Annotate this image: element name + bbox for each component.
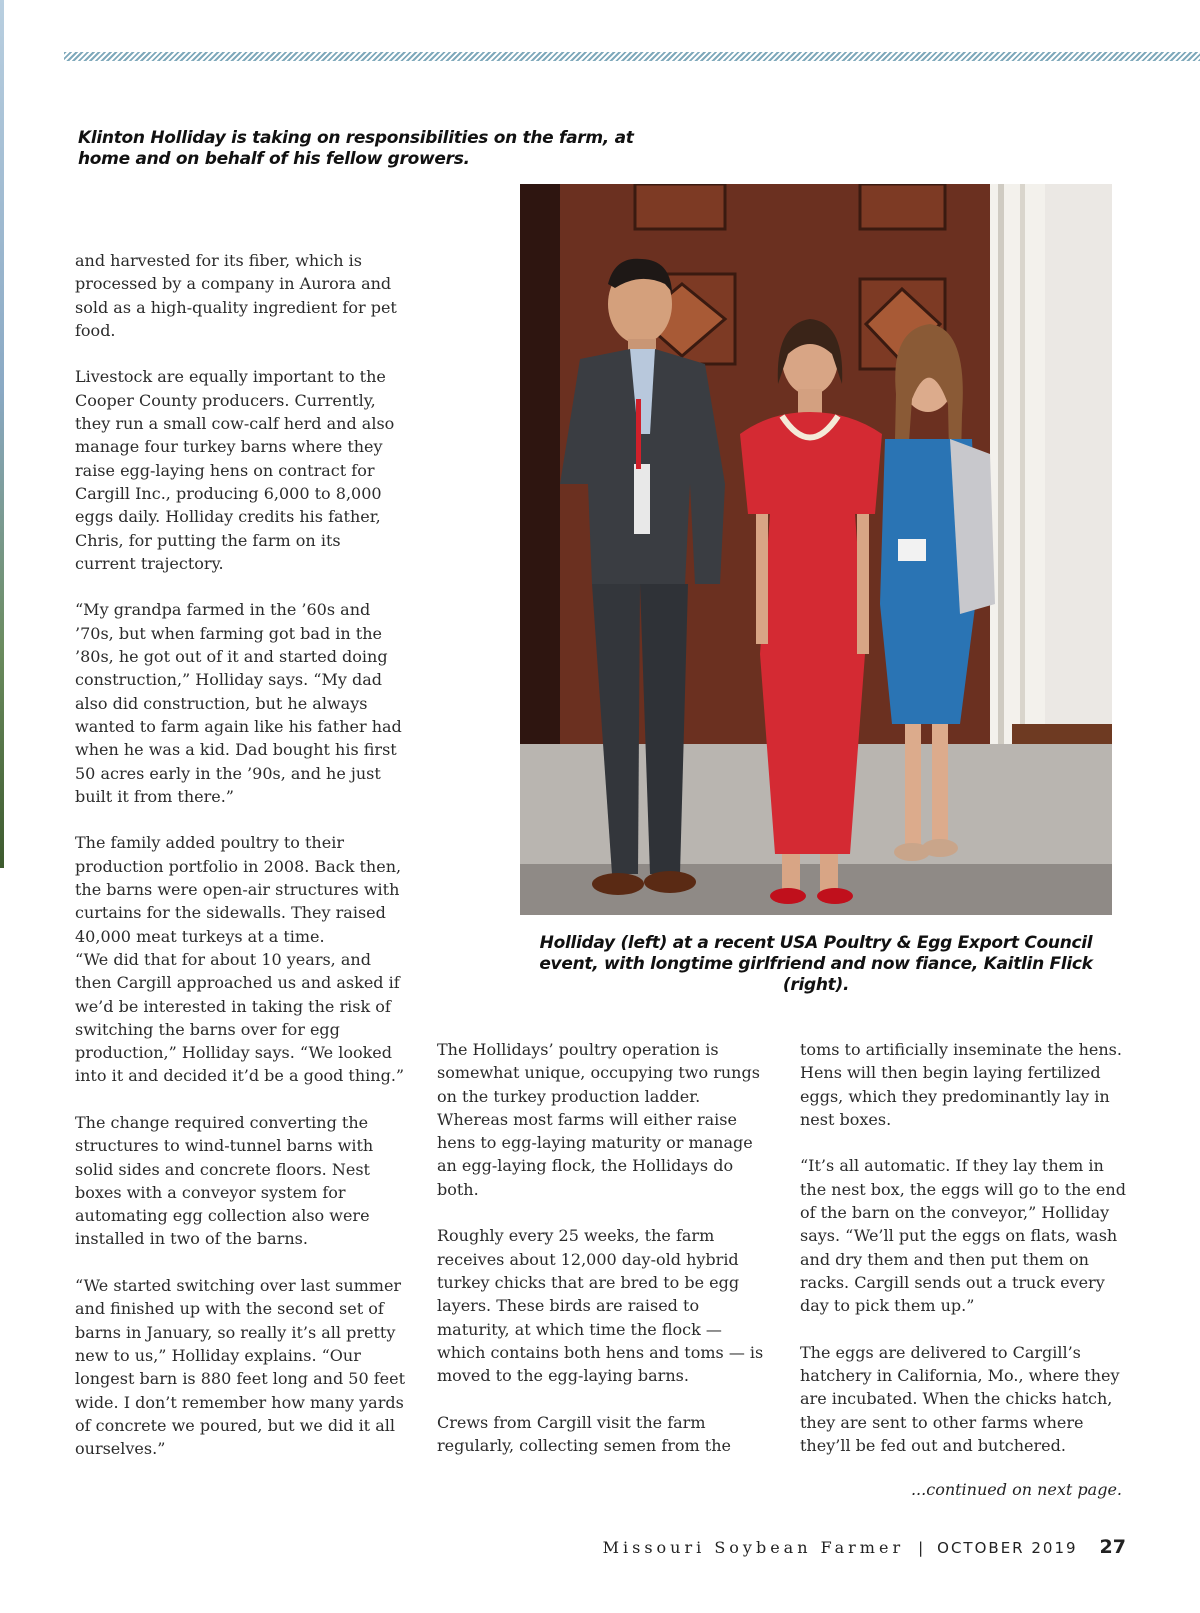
paragraph: Crews from Cargill visit the farm regularly, collecting semen from the bbox=[437, 1412, 731, 1456]
paragraph: The change required converting the structures to wind-tunnel barns with solid sides and concrete floors. Nest boxes with a conveyor system for automating egg collection also were installed in two of the barns. bbox=[75, 1112, 374, 1249]
paragraph: Livestock are equally important to the Cooper County producers. Currently, they run a small cow-calf herd and also manage four turkey barns where they raise egg-laying hens on contract for Cargill Inc., producing 6,000 to 8,000 eggs daily. Holliday credits his father, Chris, for putting the farm on its current trajectory. bbox=[75, 367, 395, 573]
paragraph: “We did that for about 10 years, and then Cargill approached us and asked if we’d be interested in taking the risk of switching the barns over for egg production,” Holliday says. “We looked into it and decided it’d be a good thing.” bbox=[75, 949, 405, 1086]
continued-note: ...continued on next page. bbox=[910, 1480, 1122, 1499]
issue-date: OCTOBER 2019 bbox=[937, 1539, 1078, 1557]
paragraph: The eggs are delivered to Cargill’s hatchery in California, Mo., where they are incubated. When the chicks hatch, they are sent to other farms where they’ll be fed out and butchered. bbox=[800, 1342, 1120, 1456]
article-column-middle bbox=[437, 1038, 767, 1481]
paragraph: The family added poultry to their production portfolio in 2008. Back then, the barns were open-air structures with curtains for the sidewalls. They raised 40,000 meat turkeys at a time. bbox=[75, 833, 402, 946]
article-column-left bbox=[75, 249, 405, 1484]
paragraph: “It’s all automatic. If they lay them in the nest box, the eggs will go to the end of the barn on the conveyor,” Holliday says. “We’ll put the eggs on flats, wash and dry them and then put them on racks. Cargill sends out a truck every day to pick them up.” bbox=[800, 1156, 1126, 1316]
footer-separator: | bbox=[918, 1539, 924, 1557]
paragraph: Roughly every 25 weeks, the farm receives about 12,000 day-old hybrid turkey chicks that are bred to be egg layers. These birds are raised to maturity, at which time the flock — which contains both hens and toms — is moved to the egg-laying barns. bbox=[437, 1226, 764, 1386]
page-footer bbox=[603, 1536, 1126, 1558]
page-number: 27 bbox=[1099, 1536, 1126, 1558]
decorative-hatch-rule bbox=[64, 52, 1200, 61]
cover-photo-edge bbox=[0, 0, 4, 868]
pull-quote: Klinton Holliday is taking on responsibilities on the farm, at home and on behalf of his fellow growers. bbox=[78, 128, 634, 169]
publication-name: Missouri Soybean Farmer bbox=[602, 1538, 905, 1557]
event-photo bbox=[520, 184, 1112, 915]
paragraph: The Hollidays’ poultry operation is somewhat unique, occupying two rungs on the turkey production ladder. Whereas most farms will either raise hens to egg-laying maturity or manage an egg-laying flock, the Hollidays do both. bbox=[437, 1040, 760, 1199]
photo-caption: Holliday (left) at a recent USA Poultry & Egg Export Council event, with longtime girlfriend and now fiance, Kaitlin Flick (right). bbox=[539, 933, 1093, 995]
paragraph: “My grandpa farmed in the ’60s and ’70s, but when farming got bad in the ’80s, he got out of it and started doing construction,” Holliday says. “My dad also did construction, but he always wanted to farm again like his father had when he was a kid. Dad bought his first 50 acres early in the ’90s, and he just built it from there.” bbox=[75, 600, 402, 806]
paragraph: “We started switching over last summer and finished up with the second set of barns in January, so really it’s all pretty new to us,” Holliday explains. “Our longest barn is 880 feet long and 50 feet wide. I don’t remember how many yards of concrete we poured, but we did it all ourselves.” bbox=[75, 1276, 406, 1459]
paragraph: toms to artificially inseminate the hens. Hens will then begin laying fertilized eggs, which they predominantly lay in nest boxes. bbox=[800, 1040, 1122, 1129]
article-column-right bbox=[800, 1038, 1130, 1481]
paragraph: and harvested for its fiber, which is processed by a company in Aurora and sold as a high-quality ingredient for pet food. bbox=[75, 251, 397, 340]
